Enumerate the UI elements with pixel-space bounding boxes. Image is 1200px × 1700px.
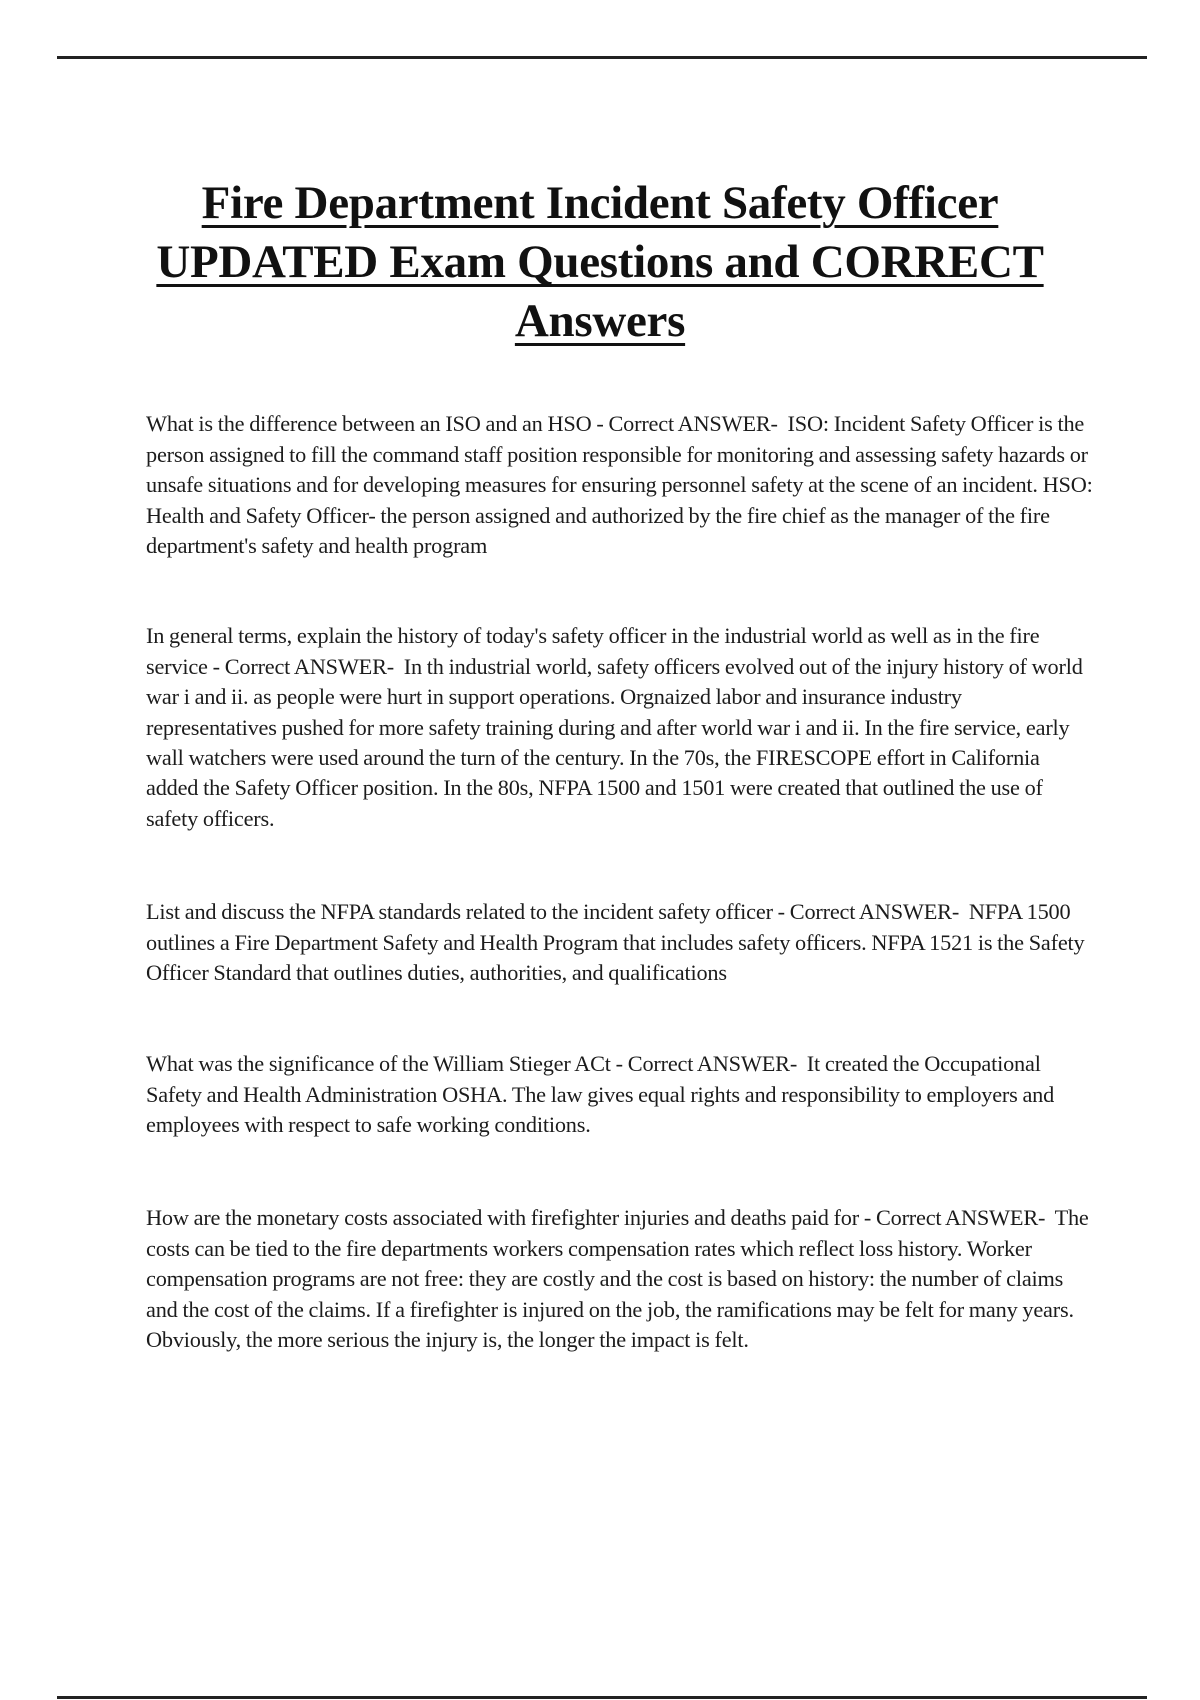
qa-item xyxy=(146,409,1096,561)
answer-label: - Correct ANSWER- xyxy=(858,1205,1055,1231)
question-text: List and discuss the NFPA standards related to the incident safety officer xyxy=(146,899,773,925)
header-rule xyxy=(57,56,1147,59)
qa-item xyxy=(146,1049,1096,1140)
question-text: What is the difference between an ISO and an HSO xyxy=(146,411,592,437)
qa-item xyxy=(146,897,1096,988)
title-line-3: Answers xyxy=(514,295,686,348)
qa-item xyxy=(146,621,1096,834)
question-text: What was the significance of the William Stieger ACt xyxy=(146,1051,611,1077)
footer-rule xyxy=(57,1696,1147,1699)
answer-label: - Correct ANSWER- xyxy=(591,411,788,437)
answer-text: The costs can be tied to the fire departments workers compensation rates which reflect loss history. Worker compensation programs are not free: they are costly and the cost is based on history: the number of claims and the cost of the claims. If a firefighter is injured on the job, the ramifications may be felt for many years. Obviously, the more serious the injury is, the longer the impact is felt. xyxy=(146,1205,1089,1352)
answer-label: - Correct ANSWER- xyxy=(772,899,969,925)
title-line-2: UPDATED Exam Questions and CORRECT xyxy=(156,236,1044,289)
answer-text: NFPA 1500 outlines a Fire Department Safety and Health Program that includes safety officers. NFPA 1521 is the Safety Officer Standard that outlines duties, authorities, and qualifications xyxy=(146,899,1085,986)
answer-text: In th industrial world, safety officers evolved out of the injury history of world war i and ii. as people were hurt in support operations. Orgnaized labor and insurance industry representatives pushed for more safety training during and after world war i and ii. In the fire service, early wall watchers were used around the turn of the century. In the 70s, the FIRESCOPE effort in California added the Safety Officer position. In the 80s, NFPA 1500 and 1501 were created that outlined the use of safety officers. xyxy=(146,653,1083,831)
qa-item xyxy=(146,1203,1096,1355)
question-text: How are the monetary costs associated with firefighter injuries and deaths paid for xyxy=(146,1205,859,1231)
answer-text: ISO: Incident Safety Officer is the person assigned to fill the command staff position responsible for monitoring and assessing safety hazards or unsafe situations and for developing measures for ensuring personnel safety at the scene of an incident. HSO: Health and Safety Officer- the person assigned and authorized by the fire chief as the manager of the fire department's safety and health program xyxy=(146,411,1093,558)
title-line-1: Fire Department Incident Safety Officer xyxy=(201,177,999,230)
document-title xyxy=(100,174,1100,351)
question-text: In general terms, explain the history of today's safety officer in the industrial world as well as in the fire service xyxy=(146,623,1040,679)
answer-label: - Correct ANSWER- xyxy=(610,1051,807,1077)
answer-text: It created the Occupational Safety and Health Administration OSHA. The law gives equal rights and responsibility to employers and employees with respect to safe working conditions. xyxy=(146,1051,1055,1138)
answer-label: - Correct ANSWER- xyxy=(207,653,404,679)
